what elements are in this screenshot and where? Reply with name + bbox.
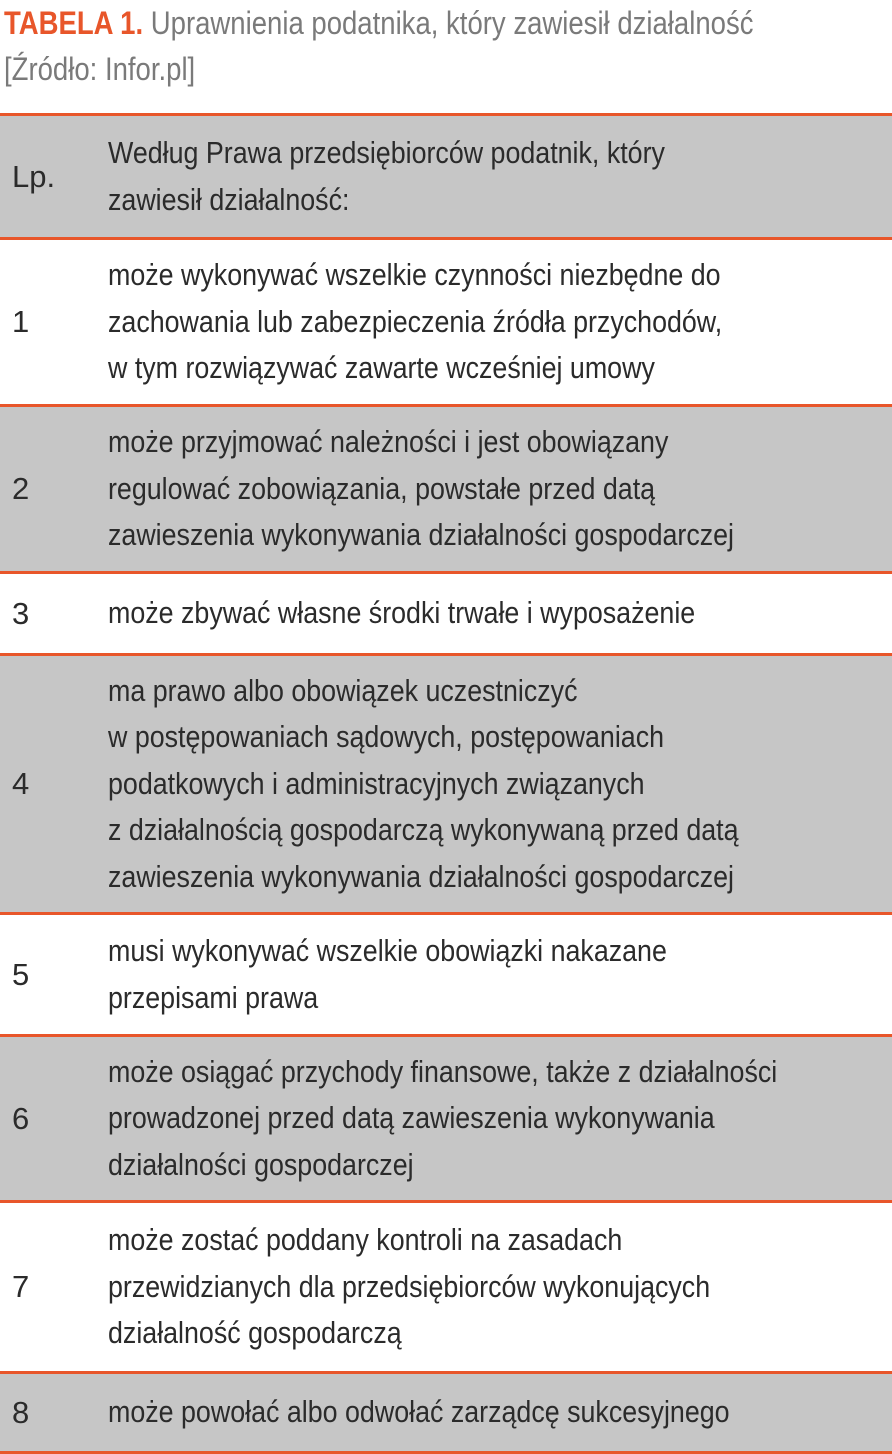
table-row xyxy=(0,1203,892,1374)
row-number: 1 xyxy=(12,304,30,339)
row-number: 5 xyxy=(12,956,30,992)
row-line: może przyjmować należności i jest obowiązany xyxy=(108,424,669,460)
row-text xyxy=(108,928,786,1021)
header-lp: Lp. xyxy=(12,158,56,194)
row-number: 2 xyxy=(12,471,30,506)
table-row xyxy=(0,407,892,574)
row-line: przepisami prawa xyxy=(108,979,319,1015)
row-line: może zostać poddany kontroli na zasadach xyxy=(108,1222,623,1258)
row-line: może osiągać przychody finansowe, także z działalności xyxy=(108,1053,778,1089)
table-row xyxy=(0,574,892,656)
table-row xyxy=(0,1374,892,1454)
row-number: 3 xyxy=(12,595,30,631)
row-number: 8 xyxy=(12,1394,30,1430)
row-line: zachowania lub zabezpieczenia źródła przychodów, xyxy=(108,303,723,339)
row-line: przewidzianych dla przedsiębiorców wykonujących xyxy=(108,1268,711,1304)
row-text xyxy=(108,419,786,559)
rights-table xyxy=(0,113,892,1454)
table-row xyxy=(0,915,892,1037)
header-line: zawiesił działalność: xyxy=(108,181,350,217)
row-number: 6 xyxy=(12,1100,30,1136)
row-line: zawieszenia wykonywania działalności gospodarczej xyxy=(108,858,735,894)
header-line: Według Prawa przedsiębiorców podatnik, który xyxy=(108,135,665,170)
row-line: działalności gospodarczej xyxy=(108,1146,414,1182)
row-line: musi wykonywać wszelkie obowiązki nakazane xyxy=(108,933,667,968)
caption-title-line xyxy=(4,0,764,46)
row-line: regulować zobowiązania, powstałe przed datą xyxy=(108,470,656,506)
row-line: prowadzonej przed datą zawieszenia wykonywania xyxy=(108,1100,715,1136)
row-line: może zbywać własne środki trwałe i wyposażenie xyxy=(108,595,696,631)
table-row xyxy=(0,240,892,407)
row-line: może powołać albo odwołać zarządcę sukcesyjnego xyxy=(108,1394,730,1430)
row-number: 4 xyxy=(12,766,30,801)
row-line: w tym rozwiązywać zawarte wcześniej umowy xyxy=(108,350,655,386)
row-text xyxy=(108,252,786,392)
row-line: może wykonywać wszelkie czynności niezbędne do xyxy=(108,257,721,293)
row-line: w postępowaniach sądowych, postępowaniach xyxy=(108,719,665,755)
caption-source: [Źródło: Infor.pl] xyxy=(4,51,196,87)
table-caption xyxy=(4,0,764,92)
row-line: działalność gospodarczą xyxy=(108,1315,402,1351)
row-text xyxy=(108,1217,786,1357)
header-description xyxy=(108,130,786,223)
caption-label: TABELA 1. xyxy=(4,5,144,41)
row-line: zawieszenia wykonywania działalności gospodarczej xyxy=(108,517,735,553)
row-text xyxy=(108,668,786,901)
row-line: z działalnością gospodarczą wykonywaną przed datą xyxy=(108,812,739,848)
caption-title: Uprawnienia podatnika, który zawiesił działalność xyxy=(150,5,754,41)
table-header-row xyxy=(0,116,892,240)
table-row xyxy=(0,1037,892,1203)
table-row xyxy=(0,656,892,915)
row-text xyxy=(108,1389,786,1436)
row-line: ma prawo albo obowiązek uczestniczyć xyxy=(108,672,578,708)
row-text xyxy=(108,1049,786,1189)
row-text xyxy=(108,590,786,637)
row-number: 7 xyxy=(12,1269,30,1304)
row-line: podatkowych i administracyjnych związanych xyxy=(108,765,645,801)
